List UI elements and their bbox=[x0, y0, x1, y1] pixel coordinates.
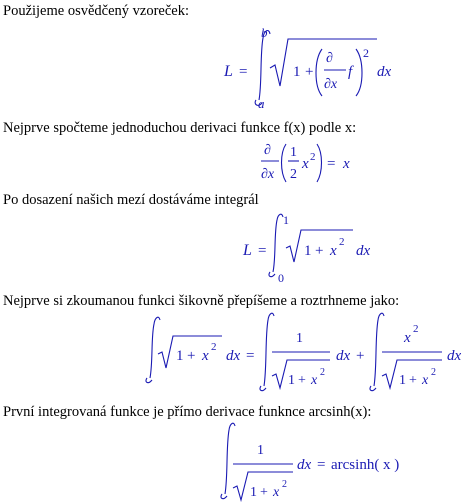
eq1-partial-x: ∂x bbox=[324, 77, 338, 92]
eq5-equals: = bbox=[317, 457, 326, 473]
integral-sign-1 bbox=[146, 317, 160, 382]
eq2-partial: ∂ bbox=[264, 143, 271, 158]
eq4-x: x bbox=[202, 348, 209, 364]
eq4-den-plus-1: + bbox=[298, 373, 306, 388]
eq1-plus: + bbox=[305, 64, 314, 80]
eq3-x: x bbox=[330, 243, 337, 259]
eq1-one: 1 bbox=[293, 64, 301, 80]
eq5-rhs: arcsinh( x ) bbox=[331, 457, 400, 473]
eq3-equals: = bbox=[258, 243, 267, 259]
eq3-lhs: L bbox=[243, 242, 252, 259]
eq2-denominator: 2 bbox=[290, 167, 297, 182]
eq3-dx: dx bbox=[356, 243, 371, 259]
paragraph-substitution: Po dosazení našich mezí dostáváme integrál bbox=[3, 192, 259, 208]
eq1-partial: ∂ bbox=[326, 51, 333, 66]
eq2-left-paren bbox=[282, 144, 287, 182]
equation-arcsinh bbox=[221, 424, 421, 502]
eq4-dx-2: dx bbox=[336, 348, 351, 364]
eq2-rhs: x bbox=[343, 156, 350, 172]
left-paren bbox=[316, 49, 322, 96]
eq4-plus-between: + bbox=[356, 348, 365, 364]
eq1-dx: dx bbox=[377, 64, 392, 80]
eq4-dx-3: dx bbox=[447, 348, 462, 364]
eq4-den-one-2: 1 bbox=[399, 373, 406, 388]
integral-sign-3 bbox=[370, 313, 384, 390]
eq4-numerator-2: x bbox=[404, 330, 411, 346]
eq3-plus: + bbox=[315, 243, 324, 259]
eq4-den-x-2: x bbox=[422, 373, 429, 388]
eq1-lhs: L bbox=[224, 63, 233, 80]
integral-sign-2 bbox=[260, 313, 274, 390]
eq4-equals: = bbox=[246, 348, 255, 364]
equation-split-integral bbox=[146, 312, 466, 396]
paragraph-derivative: Nejprve spočteme jednoduchou derivaci funkce f(x) podle x: bbox=[3, 120, 357, 136]
equation-derivative bbox=[259, 138, 359, 188]
eq4-den-exp-2: 2 bbox=[431, 367, 436, 378]
eq4-dx-1: dx bbox=[226, 348, 241, 364]
eq5-dx: dx bbox=[297, 457, 312, 473]
eq5-den-exp: 2 bbox=[282, 479, 287, 490]
eq5-numerator: 1 bbox=[257, 443, 264, 458]
eq1-lower-limit: a bbox=[258, 96, 265, 111]
eq2-right-paren bbox=[317, 144, 322, 182]
eq3-exponent: 2 bbox=[339, 236, 345, 248]
paragraph-intro: Použijeme osvědčený vzoreček: bbox=[3, 3, 190, 19]
eq4-exponent: 2 bbox=[211, 341, 217, 353]
eq4-plus: + bbox=[187, 348, 196, 364]
eq4-den-x-1: x bbox=[311, 373, 318, 388]
integral-sign bbox=[269, 214, 283, 276]
eq1-f: f bbox=[348, 64, 353, 80]
eq2-partial-x: ∂x bbox=[261, 167, 275, 182]
eq4-num-exp: 2 bbox=[413, 323, 419, 335]
eq5-den-one: 1 bbox=[250, 485, 257, 500]
eq4-numerator-1: 1 bbox=[296, 331, 303, 346]
eq2-numerator: 1 bbox=[290, 145, 297, 160]
equation-definite-integral bbox=[241, 210, 381, 286]
eq4-one: 1 bbox=[176, 348, 184, 364]
paragraph-rewrite: Nejprve si zkoumanou funkci šikovně přepíšeme a roztrhneme jako: bbox=[3, 293, 400, 309]
right-paren bbox=[356, 49, 362, 96]
equation-arc-length-formula bbox=[222, 24, 397, 110]
paragraph-arcsinh: První integrovaná funkce je přímo derivace funknce arcsinh(x): bbox=[3, 404, 372, 420]
integral-sign bbox=[255, 31, 270, 106]
eq4-den-plus-2: + bbox=[409, 373, 417, 388]
integral-sign bbox=[221, 423, 235, 498]
eq1-exponent: 2 bbox=[363, 46, 369, 60]
eq2-exponent: 2 bbox=[310, 151, 316, 163]
eq5-den-plus: + bbox=[260, 485, 268, 500]
eq4-den-one-1: 1 bbox=[288, 373, 295, 388]
eq5-den-x: x bbox=[273, 485, 280, 500]
eq3-upper-limit: 1 bbox=[283, 213, 289, 227]
eq1-equals: = bbox=[239, 64, 248, 80]
eq3-lower-limit: 0 bbox=[278, 271, 284, 285]
eq3-one: 1 bbox=[304, 243, 312, 259]
eq2-equals: = bbox=[327, 156, 336, 172]
eq4-den-exp-1: 2 bbox=[320, 367, 325, 378]
eq1-upper-limit: b bbox=[261, 25, 268, 40]
eq2-x: x bbox=[302, 156, 309, 172]
